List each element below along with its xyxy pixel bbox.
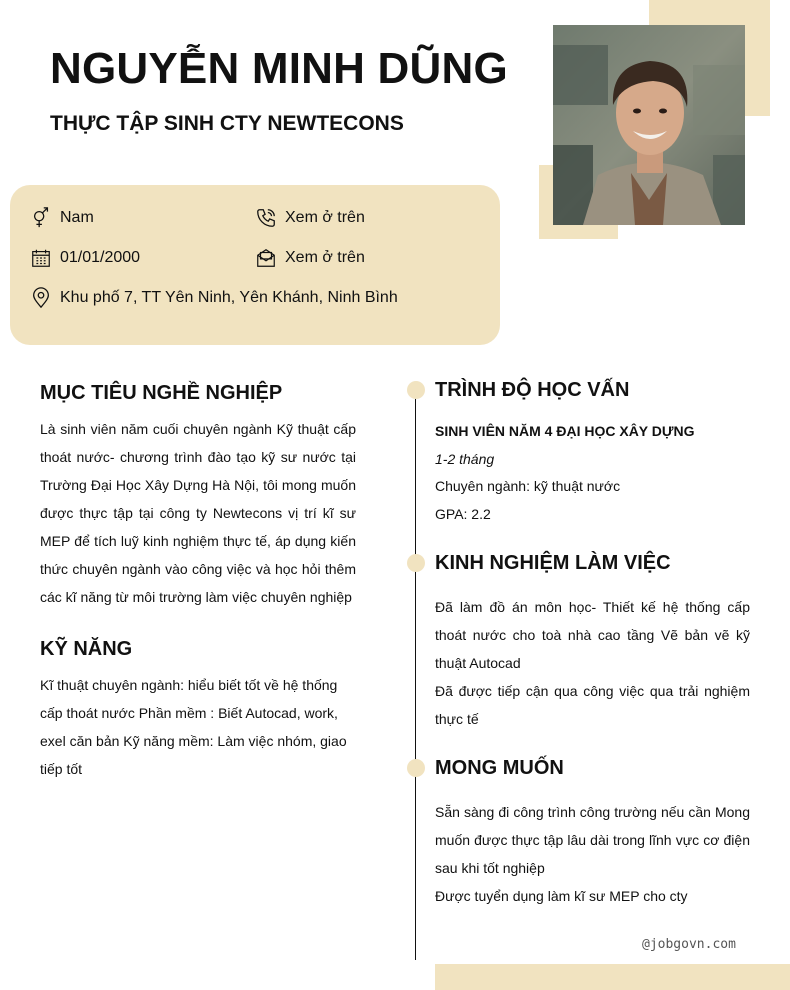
education-gpa: GPA: 2.2 bbox=[435, 506, 491, 522]
skills-heading: KỸ NĂNG bbox=[40, 638, 133, 660]
profile-photo bbox=[553, 25, 745, 225]
experience-item: Đã được tiếp cận qua công việc qua trải nghiệm thực tế bbox=[435, 683, 750, 727]
wishes-item: Được tuyển dụng làm kĩ sư MEP cho cty bbox=[435, 888, 688, 904]
address-value: Khu phố 7, TT Yên Ninh, Yên Khánh, Ninh Bình bbox=[60, 289, 398, 306]
experience-item: Đã làm đồ án môn học- Thiết kế hệ thống cấp thoát nước cho toà nhà cao tầng Vẽ bản vẽ kỹ thuật Autocad bbox=[435, 599, 750, 671]
timeline-dot-wishes bbox=[407, 759, 425, 777]
personal-info-card bbox=[10, 185, 500, 345]
info-address bbox=[30, 287, 398, 309]
gender-value: Nam bbox=[60, 209, 94, 226]
phone-value: Xem ở trên bbox=[285, 209, 365, 226]
experience-heading: KINH NGHIỆM LÀM VIỆC bbox=[435, 552, 671, 574]
timeline-dot-education bbox=[407, 381, 425, 399]
info-phone bbox=[255, 207, 365, 229]
education-heading: TRÌNH ĐỘ HỌC VẤN bbox=[435, 379, 630, 401]
info-gender bbox=[30, 207, 94, 229]
education-time: 1-2 tháng bbox=[435, 451, 495, 467]
skills-text: Kĩ thuật chuyên ngành: hiểu biết tốt về hệ thống cấp thoát nước Phần mềm : Biết Autocad, work, exel căn bản Kỹ năng mềm: Làm việc nhóm, giao tiếp tốt bbox=[40, 677, 347, 777]
email-value: Xem ở trên bbox=[285, 249, 365, 266]
education-school: SINH VIÊN NĂM 4 ĐẠI HỌC XÂY DỰNG bbox=[435, 423, 695, 439]
job-title: THỰC TẬP SINH CTY NEWTECONS bbox=[50, 112, 404, 135]
candidate-name: NGUYỄN MINH DŨNG bbox=[50, 44, 508, 93]
location-pin-icon bbox=[30, 287, 52, 309]
objective-text: Là sinh viên năm cuối chuyên ngành Kỹ thuật cấp thoát nước- chương trình đào tạo kỹ sư nước tại Trường Đại Học Xây Dựng Hà Nội, tôi mong muốn được thực tập tại công ty Newtecons vị trí kĩ sư MEP để tích luỹ kinh nghiệm thực tế, áp dụng kiến thức chuyên ngành vào công việc và học hỏi thêm các kĩ năng từ môi trường làm việc chuyên nghiệp bbox=[40, 421, 356, 605]
timeline-line bbox=[415, 383, 416, 960]
phone-icon bbox=[255, 207, 277, 229]
watermark: @jobgovn.com bbox=[642, 937, 736, 952]
objective-heading: MỤC TIÊU NGHỀ NGHIỆP bbox=[40, 382, 283, 404]
decor-block-bottom bbox=[435, 964, 790, 990]
wishes-heading: MONG MUỐN bbox=[435, 757, 564, 779]
birthday-value: 01/01/2000 bbox=[60, 249, 141, 266]
timeline-dot-experience bbox=[407, 554, 425, 572]
calendar-icon bbox=[30, 247, 52, 269]
education-major: Chuyên ngành: kỹ thuật nước bbox=[435, 478, 621, 494]
info-email bbox=[255, 247, 365, 269]
mail-icon bbox=[255, 247, 277, 269]
wishes-item: Sẵn sàng đi công trình công trường nếu cần Mong muốn được thực tập lâu dài trong lĩnh vực cơ điện sau khi tốt nghiệp bbox=[435, 804, 750, 876]
info-birthday bbox=[30, 247, 140, 269]
gender-icon bbox=[30, 207, 52, 229]
